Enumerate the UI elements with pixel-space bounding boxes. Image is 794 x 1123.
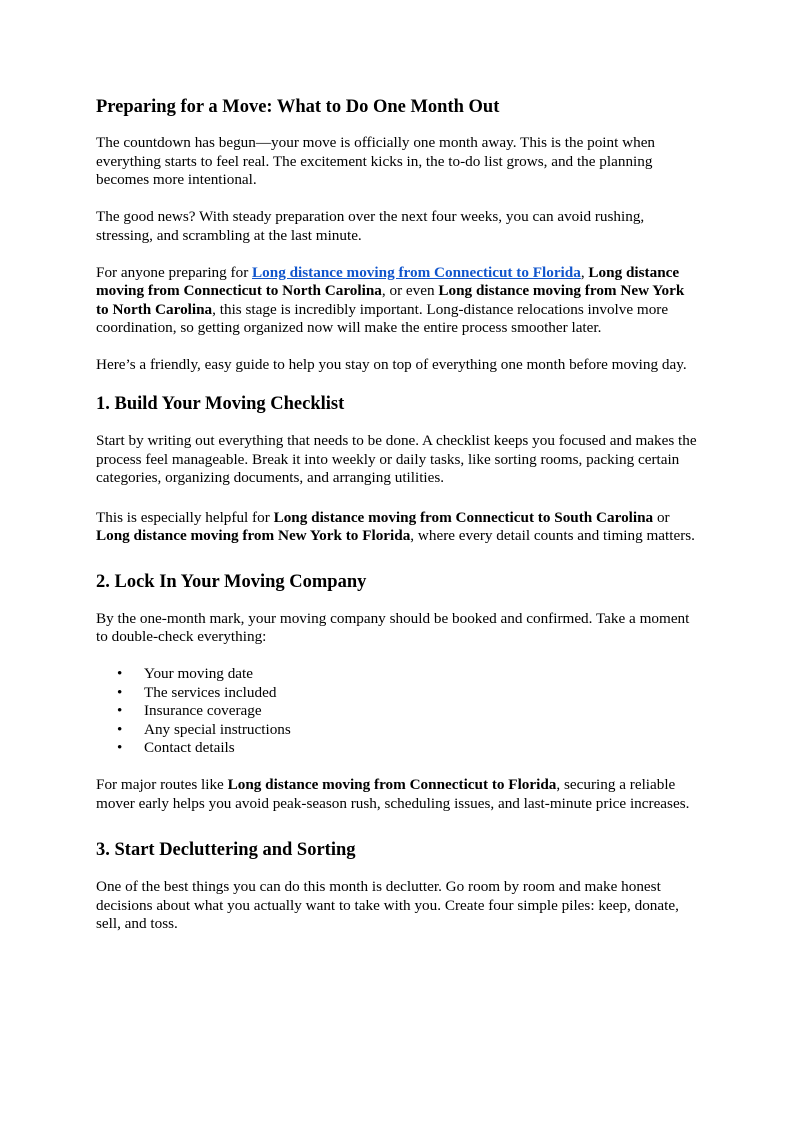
section-1-heading: 1. Build Your Moving Checklist — [96, 394, 345, 414]
bold-keyword: Long distance moving from Connecticut to North Carolina — [96, 263, 680, 299]
bullet-icon: • — [117, 683, 123, 701]
bullet-icon: • — [117, 720, 123, 738]
bold-keyword: Long distance moving from Connecticut to South Carolina — [273, 508, 654, 526]
list-item — [96, 702, 700, 721]
text-run: , securing a reliable mover early helps you avoid peak-season rush, scheduling issues, and last-minute price increases. — [96, 776, 690, 812]
text-run: This is especially helpful for — [96, 508, 274, 526]
bullet-icon: • — [117, 665, 123, 682]
page-title: Preparing for a Move: What to Do One Month Out — [96, 97, 500, 117]
connecticut-florida-link[interactable]: Long distance moving from Connecticut to Florida — [252, 263, 581, 281]
intro-paragraph-3 — [96, 264, 700, 338]
section-2-heading: 2. Lock In Your Moving Company — [96, 571, 367, 592]
list-item — [96, 665, 700, 684]
checklist — [96, 665, 700, 758]
text-run: For major routes like — [96, 776, 228, 793]
list-item — [96, 739, 700, 758]
bullet-icon: • — [117, 702, 123, 719]
bold-keyword: Long distance moving from New York to North Carolina — [96, 282, 685, 318]
list-item — [96, 684, 700, 703]
intro-paragraph-1: The countdown has begun—your move is officially one month away. This is the point when everything starts to feel real. The excitement kicks in, the to-do list grows, and the planning becomes more intentional. — [96, 134, 656, 188]
section-2-paragraph-1: By the one-month mark, your moving company should be booked and confirmed. Take a moment to double-check everything: — [96, 609, 690, 645]
text-run: , where every detail counts and timing matters. — [410, 527, 695, 544]
intro-paragraph-2: The good news? With steady preparation over the next four weeks, you can avoid rushing, stressing, and scrambling at the last minute. — [96, 208, 645, 244]
text-run: , — [580, 263, 589, 281]
document-page — [96, 96, 700, 952]
list-item-text: Insurance coverage — [144, 702, 262, 719]
text-run: , this stage is incredibly important. Long-distance relocations involve more coordination, so getting organized now will make the entire process smoother later. — [96, 300, 669, 336]
section-1-paragraph-2 — [96, 509, 700, 546]
list-item-text: The services included — [144, 683, 277, 701]
intro-paragraph-4: Here’s a friendly, easy guide to help you stay on top of everything one month before moving day. — [96, 356, 687, 373]
list-item — [96, 721, 700, 740]
section-2-paragraph-2 — [96, 776, 700, 813]
bold-keyword: Long distance moving from New York to Florida — [96, 527, 411, 544]
bullet-icon: • — [117, 739, 123, 756]
list-item-text: Your moving date — [144, 665, 253, 682]
section-1-paragraph-1: Start by writing out everything that needs to be done. A checklist keeps you focused and makes the process feel manageable. Break it into weekly or daily tasks, like sorting rooms, packing certain categories, organizing documents, and arranging utilities. — [96, 432, 697, 486]
list-item-text: Contact details — [144, 739, 235, 756]
text-run: For anyone preparing for — [96, 263, 253, 281]
section-3-heading: 3. Start Decluttering and Sorting — [96, 840, 356, 860]
text-run: or — [653, 508, 670, 526]
section-3-paragraph-1: One of the best things you can do this month is declutter. Go room by room and make honest decisions about what you actually want to take with you. Create four simple piles: keep, donate, sell, and toss. — [96, 878, 679, 932]
list-item-text: Any special instructions — [144, 720, 291, 738]
bold-keyword: Long distance moving from Connecticut to Florida — [227, 776, 557, 793]
text-run: , or even — [381, 282, 439, 299]
